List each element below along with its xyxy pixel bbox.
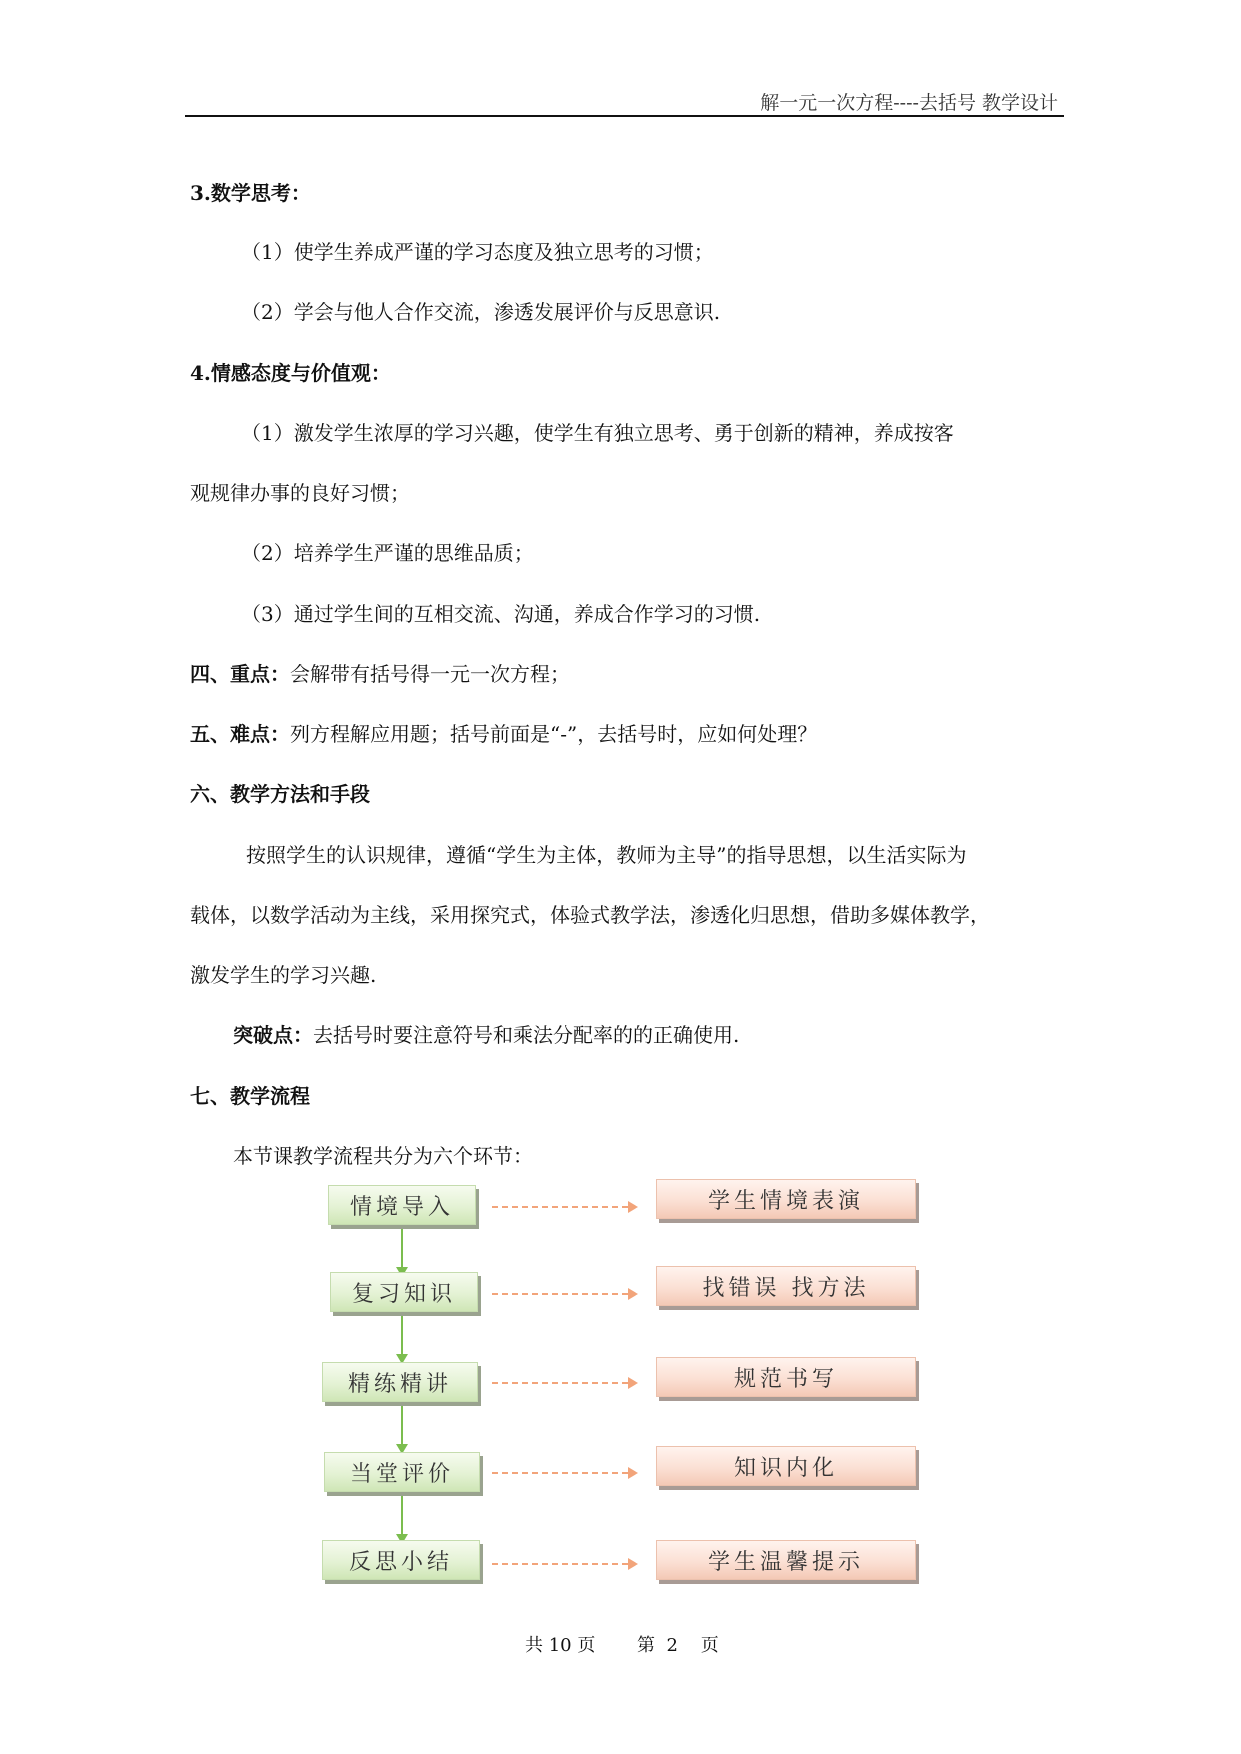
page-header-title: 解一元一次方程----去括号 教学设计	[760, 92, 1058, 114]
flow-connector-1	[492, 1206, 628, 1208]
difficulty-line	[190, 722, 817, 746]
header-divider	[185, 115, 1064, 117]
methods-line-2: 载体，以数学活动为主线，采用探究式，体验式教学法，渗透化归思想，借助多媒体教学，	[190, 903, 990, 927]
flow-connector-4	[492, 1472, 628, 1474]
key-point-text: 会解带有括号得一元一次方程；	[290, 662, 570, 686]
flow-step-1: 情境导入	[328, 1185, 476, 1225]
flow-down-line-4	[401, 1496, 403, 1536]
flow-arrow-3	[628, 1377, 638, 1389]
flow-outcome-5: 学生温馨提示	[656, 1540, 916, 1580]
section-4-heading: 4.情感态度与价值观：	[190, 361, 391, 385]
section-4-item-1-line-2: 观规律办事的良好习惯；	[190, 481, 410, 505]
difficulty-label: 五、难点：	[190, 722, 290, 746]
flow-down-line-3	[401, 1406, 403, 1446]
flow-intro: 本节课教学流程共分为六个环节：	[233, 1144, 533, 1168]
section-4-item-1-line-1: （1）激发学生浓厚的学习兴趣，使学生有独立思考、勇于创新的精神，养成按客	[241, 421, 954, 445]
flow-arrow-1	[628, 1201, 638, 1213]
difficulty-text: 列方程解应用题；括号前面是“-”，去括号时，应如何处理？	[290, 722, 818, 746]
breakthrough-line	[233, 1023, 739, 1047]
flow-outcome-1: 学生情境表演	[656, 1179, 916, 1219]
flow-arrow-4	[628, 1467, 638, 1479]
flow-connector-2	[492, 1293, 628, 1295]
methods-line-1: 按照学生的认识规律，遵循“学生为主体，教师为主导”的指导思想，以生活实际为	[246, 843, 967, 867]
methods-heading: 六、教学方法和手段	[190, 782, 370, 806]
key-point-label: 四、重点：	[190, 662, 290, 686]
footer-total-pages: 共 10 页	[525, 1635, 596, 1656]
flow-arrow-5	[628, 1558, 638, 1570]
flow-outcome-3: 规范书写	[656, 1357, 916, 1397]
flow-connector-5	[492, 1563, 628, 1565]
breakthrough-label: 突破点：	[233, 1023, 313, 1047]
flow-down-line-2	[401, 1316, 403, 1356]
flow-outcome-4: 知识内化	[656, 1446, 916, 1486]
flow-down-line-1	[401, 1229, 403, 1269]
key-point-line	[190, 662, 570, 686]
flow-step-4: 当堂评价	[324, 1452, 480, 1492]
flow-step-3: 精练精讲	[322, 1362, 478, 1402]
section-3-item-2: （2）学会与他人合作交流，渗透发展评价与反思意识.	[241, 300, 721, 324]
section-3-heading: 3.数学思考：	[190, 181, 311, 205]
breakthrough-text: 去括号时要注意符号和乘法分配率的的正确使用.	[313, 1023, 740, 1047]
flow-outcome-2: 找错误 找方法	[656, 1266, 916, 1306]
section-3-item-1: （1）使学生养成严谨的学习态度及独立思考的习惯；	[241, 240, 714, 264]
section-4-item-2: （2）培养学生严谨的思维品质；	[241, 541, 534, 565]
flow-step-5: 反思小结	[322, 1540, 480, 1580]
footer-current-page: 第 2 页	[637, 1635, 719, 1656]
flow-step-2: 复习知识	[330, 1272, 478, 1312]
flow-heading: 七、教学流程	[190, 1084, 310, 1108]
section-4-item-3: （3）通过学生间的互相交流、沟通，养成合作学习的习惯.	[241, 602, 761, 626]
methods-line-3: 激发学生的学习兴趣.	[190, 963, 377, 987]
flow-arrow-2	[628, 1288, 638, 1300]
flow-connector-3	[492, 1382, 628, 1384]
